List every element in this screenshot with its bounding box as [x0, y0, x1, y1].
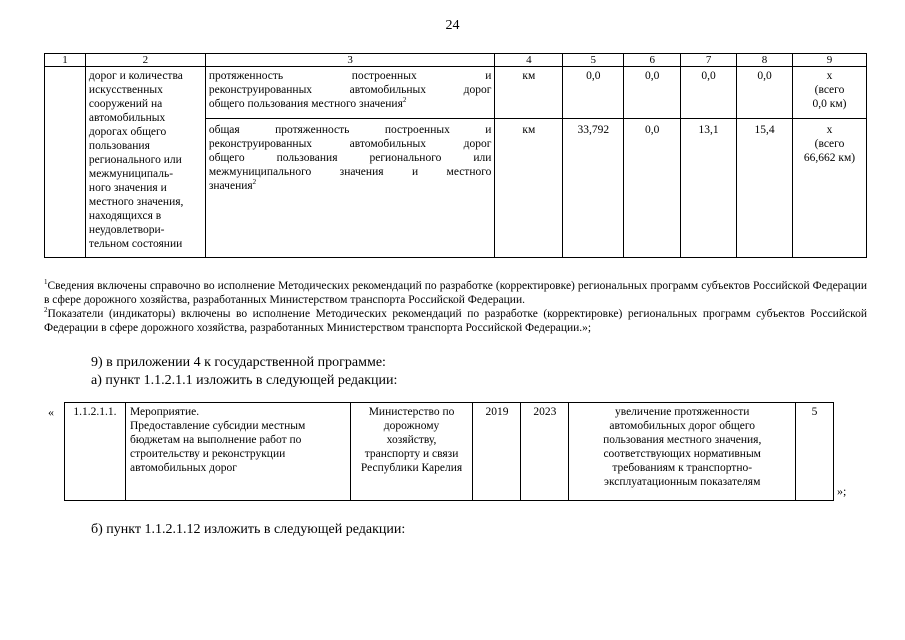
header-cell: 8 — [737, 54, 793, 67]
cell-year-start: 2019 — [473, 403, 521, 501]
text-line: эксплуатационным показателям — [604, 476, 761, 488]
cell-unit: км — [495, 119, 563, 258]
footnote-text: Показатели (индикаторы) включены во исполнение Методических рекомендаций по разработке (корректировке) региональных программ субъектов Российской Федерации в сфере дорожного хозяйства, разработанных Министерством транспорта Российской Федерации.»; — [44, 308, 867, 334]
text-line: пользования местного значения, — [603, 434, 762, 446]
cell-value: 13,1 — [681, 119, 737, 258]
text-fragment: значения — [208, 180, 253, 192]
cell-value: 33,792 — [563, 119, 624, 258]
footnote-2 — [44, 307, 867, 335]
header-cell: 9 — [793, 54, 867, 67]
text-line — [209, 97, 492, 111]
text-line: реконструированных автомобильных дорог — [208, 138, 492, 150]
header-cell: 7 — [681, 54, 737, 67]
quote-close: »; — [837, 484, 847, 498]
quote-open: « — [48, 405, 54, 419]
cell-value: 0,0 — [624, 67, 681, 119]
cell-total — [793, 119, 867, 258]
text-line: межмуниципального значения и местного — [208, 166, 492, 178]
header-cell: 2 — [85, 54, 205, 67]
text-line: тельном состоянии — [88, 238, 183, 250]
text-line: соответствующих нормативным — [603, 448, 761, 460]
indicators-table — [44, 53, 867, 258]
text-line: увеличение протяженности — [614, 406, 750, 418]
header-cell: 4 — [495, 54, 563, 67]
cell-value: 15,4 — [737, 119, 793, 258]
text-line: дорог и количества — [88, 70, 183, 82]
text-line: реконструированных автомобильных дорог — [208, 84, 492, 96]
paragraph-item-9: 9) в приложении 4 к государственной программе: — [91, 355, 386, 370]
cell-number — [45, 67, 86, 258]
text-line: х — [826, 70, 833, 82]
text-line: 0,0 км) — [812, 98, 847, 110]
footnote-1 — [44, 279, 867, 307]
text-line: ного значения и — [88, 182, 167, 194]
text-line: протяженность построенных и — [208, 70, 492, 82]
text-line: общая протяженность построенных и — [208, 124, 492, 136]
text-line: местного значения, — [88, 196, 184, 208]
text-line: Республики Карелия — [360, 462, 463, 474]
footnote-mark: 2 — [44, 306, 48, 314]
cell-activity — [125, 403, 350, 501]
footnote-text: Сведения включены справочно во исполнение Методических рекомендаций по разработке (корректировке) региональных программ субъектов Российской Федерации в сфере дорожного хозяйства, разработанных Министерством транспорта Российской Федерации. — [44, 280, 867, 306]
footnotes — [44, 279, 867, 335]
text-fragment: общего пользования местного значения — [208, 98, 403, 110]
text-line: хозяйству, — [386, 434, 437, 446]
cell-year-end: 2023 — [521, 403, 569, 501]
text-line: 66,662 км) — [803, 152, 856, 164]
text-line: искусственных — [88, 84, 163, 96]
header-cell: 5 — [563, 54, 624, 67]
cell-indicator — [205, 67, 495, 119]
text-line: строительству и реконструкции — [129, 448, 286, 460]
page-number: 24 — [445, 18, 460, 33]
cell-target-description — [85, 67, 205, 258]
text-line: дорожному — [383, 420, 440, 432]
text-line: Мероприятие. — [129, 406, 200, 418]
cell-value: 0,0 — [563, 67, 624, 119]
text-line: автомобильных — [88, 112, 166, 124]
header-cell: 3 — [205, 54, 495, 67]
text-line: автомобильных дорог — [129, 462, 237, 474]
cell-executor — [350, 403, 473, 501]
cell-expected-result — [569, 403, 796, 501]
cell-indicator — [205, 119, 495, 258]
cell-indicator-ref: 5 — [796, 403, 834, 501]
text-line: дорогах общего — [88, 126, 167, 138]
paragraph-subitem-b: б) пункт 1.1.2.1.12 изложить в следующей редакции: — [91, 522, 406, 537]
text-line: сооружений на — [88, 98, 163, 110]
text-line: (всего — [814, 138, 845, 150]
cell-total — [793, 67, 867, 119]
text-line: регионального или — [88, 154, 182, 166]
table-row — [65, 403, 834, 501]
table-header-row — [45, 54, 867, 67]
header-cell: 1 — [45, 54, 86, 67]
text-line: автомобильных дорог общего — [609, 420, 755, 432]
cell-value: 0,0 — [624, 119, 681, 258]
text-line: Министерство по — [368, 406, 455, 418]
activity-table — [64, 402, 834, 501]
text-line: межмуниципаль- — [88, 168, 174, 180]
text-line: требованиям к транспортно- — [612, 462, 753, 474]
footnote-mark: 2 — [402, 96, 407, 104]
text-line: бюджетам на выполнение работ по — [129, 434, 302, 446]
text-line: общего пользования регионального или — [208, 152, 492, 164]
text-line: транспорту и связи — [364, 448, 459, 460]
cell-value: 0,0 — [737, 67, 793, 119]
text-line: находящихся в — [88, 210, 162, 222]
table-row — [45, 67, 867, 119]
footnote-mark: 1 — [44, 278, 48, 286]
cell-value: 0,0 — [681, 67, 737, 119]
text-line — [209, 179, 492, 193]
text-line: (всего — [814, 84, 845, 96]
footnote-mark: 2 — [252, 178, 257, 186]
cell-code: 1.1.2.1.1. — [65, 403, 126, 501]
text-line: пользования — [88, 140, 150, 152]
header-cell: 6 — [624, 54, 681, 67]
paragraph-subitem-a: а) пункт 1.1.2.1.1 изложить в следующей редакции: — [91, 373, 398, 388]
text-line: Предоставление субсидии местным — [129, 420, 306, 432]
text-line: х — [826, 124, 833, 136]
text-line: неудовлетвори- — [88, 224, 165, 236]
cell-unit: км — [495, 67, 563, 119]
